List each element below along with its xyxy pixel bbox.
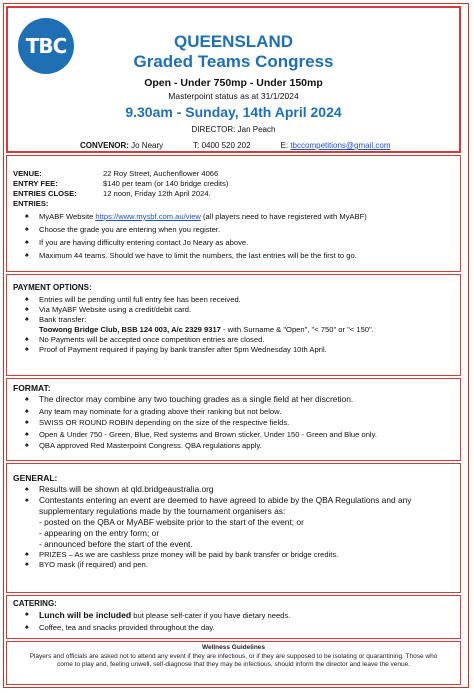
wellness-title: Wellness Guidelines	[201, 644, 266, 651]
format-title: FORMAT:	[13, 383, 51, 393]
venue-label: VENUE:	[13, 169, 42, 178]
grades: Open - Under 750mp - Under 150mp	[144, 77, 323, 89]
payment-box	[6, 274, 461, 376]
venue-box	[6, 155, 461, 272]
wellness-box	[6, 641, 461, 685]
fee-label: ENTRY FEE:	[13, 179, 58, 188]
email-label: E:	[280, 141, 289, 150]
general-box	[6, 463, 461, 593]
list-item: ♠ Lunch will be included but please self-cater if you have dietary needs.	[13, 609, 454, 622]
header-box	[6, 6, 461, 153]
email-link[interactable]: tbccompetitions@gmail.com	[290, 141, 391, 150]
list-item: ♠ Entries will be pending until full entry fee has been received.	[13, 295, 454, 305]
list-item: ♠ Proof of Payment required if paying by bank transfer after 5pm Wednesday 10th April.	[13, 345, 454, 355]
convenor-label: CONVENOR:	[80, 141, 129, 150]
venue-value: 22 Roy Street, Auchenflower 4066	[103, 169, 219, 178]
list-item: ♠ SWISS OR ROUND ROBIN depending on the size of the respective fields.	[13, 417, 454, 429]
list-item: ♠ Maximum 44 teams. Should we have to limit the numbers, the last entries will be the first to go.	[13, 249, 454, 262]
contestant-line: - announced before the start of the event.	[39, 539, 193, 549]
list-item: ♠ Bank transfer:	[13, 315, 454, 325]
list-item: ♠ Via MyABF Website using a credit/debit card.	[13, 305, 454, 315]
list-item: ♠ The director may combine any two touching grades as a single field at her discretion.	[13, 394, 454, 406]
phone: T: 0400 520 202	[193, 141, 251, 150]
convenor-name: Jo Neary	[131, 141, 164, 150]
list-item: ♠ PRIZES – As we are cashless prize money will be paid by bank transfer or bridge credits.	[13, 550, 454, 560]
format-box	[6, 378, 461, 461]
contestant-line: - posted on the QBA or MyABF website prior to the start of the event; or	[39, 517, 304, 527]
list-item: ♠ BYO mask (if required) and pen.	[13, 560, 454, 570]
title-queensland: QUEENSLAND	[173, 32, 293, 51]
payment-title: PAYMENT OPTIONS:	[13, 283, 92, 292]
director: DIRECTOR: Jan Peach	[191, 125, 276, 134]
event-datetime: 9.30am - Sunday, 14th April 2024	[125, 104, 342, 120]
list-item: ♠ Any team may nominate for a grading above their ranking but not below.	[13, 406, 454, 418]
list-item: ♠ QBA approved Red Masterpoint Congress. QBA regulations apply.	[13, 440, 454, 452]
catering-title: CATERING:	[13, 599, 57, 608]
myabf-link[interactable]: https://www.mysbf.com.au/view	[95, 212, 201, 221]
close-label: ENTRIES CLOSE:	[13, 189, 77, 198]
convenor-row	[80, 141, 390, 150]
fee-value: $140 per team (or 140 bridge credits)	[103, 179, 229, 188]
tbc-logo: TBC	[18, 18, 74, 74]
bank-details: Toowong Bridge Club, BSB 124 003, A/c 2329 9317 - with Surname & "Open", "< 750" or "< 150".	[39, 325, 374, 334]
list-item: ♠ Choose the grade you are entering when you register.	[13, 223, 454, 236]
masterpoint-status: Masterpoint status as at 31/1/2024	[168, 91, 299, 101]
catering-box	[6, 595, 461, 639]
list-item: ♠ No Payments will be accepted once competition entries are closed.	[13, 335, 454, 345]
contestant-line: - appearing on the entry form; or	[39, 528, 160, 538]
list-item: ♠ Coffee, tea and snacks provided throughout the day.	[13, 622, 454, 634]
title-event: Graded Teams Congress	[133, 52, 334, 71]
list-item: ♠ Contestants entering an event are deemed to have agreed to abide by the QBA Regulations and any supplementary regulations made by the tournament organisers as:	[13, 495, 454, 517]
list-item: ♠ Results will be shown at qld.bridgeaustralia.org	[13, 484, 454, 495]
wellness-text: Players and officials are asked not to attend any event if they are infectious, or if they are supposed to be isolating or quarantining. Those who come to play and, feeling unwell, self-diagnose that they may be infectious, should inform the director and leave the venue.	[29, 653, 438, 668]
entries-label: ENTRIES:	[13, 199, 49, 208]
general-title: GENERAL:	[13, 473, 58, 483]
list-item: ♠ Open & Under 750 - Green, Blue, Red systems and Brown sticker. Under 150 - Green and Blue only.	[13, 429, 454, 441]
list-item: ♠ MyABF Website https://www.mysbf.com.au/view (all players need to have registered with MyABF)	[13, 210, 454, 223]
list-item: ♠ If you are having difficulty entering contact Jo Neary as above.	[13, 236, 454, 249]
close-value: 12 noon, Friday 12th April 2024.	[103, 189, 211, 198]
